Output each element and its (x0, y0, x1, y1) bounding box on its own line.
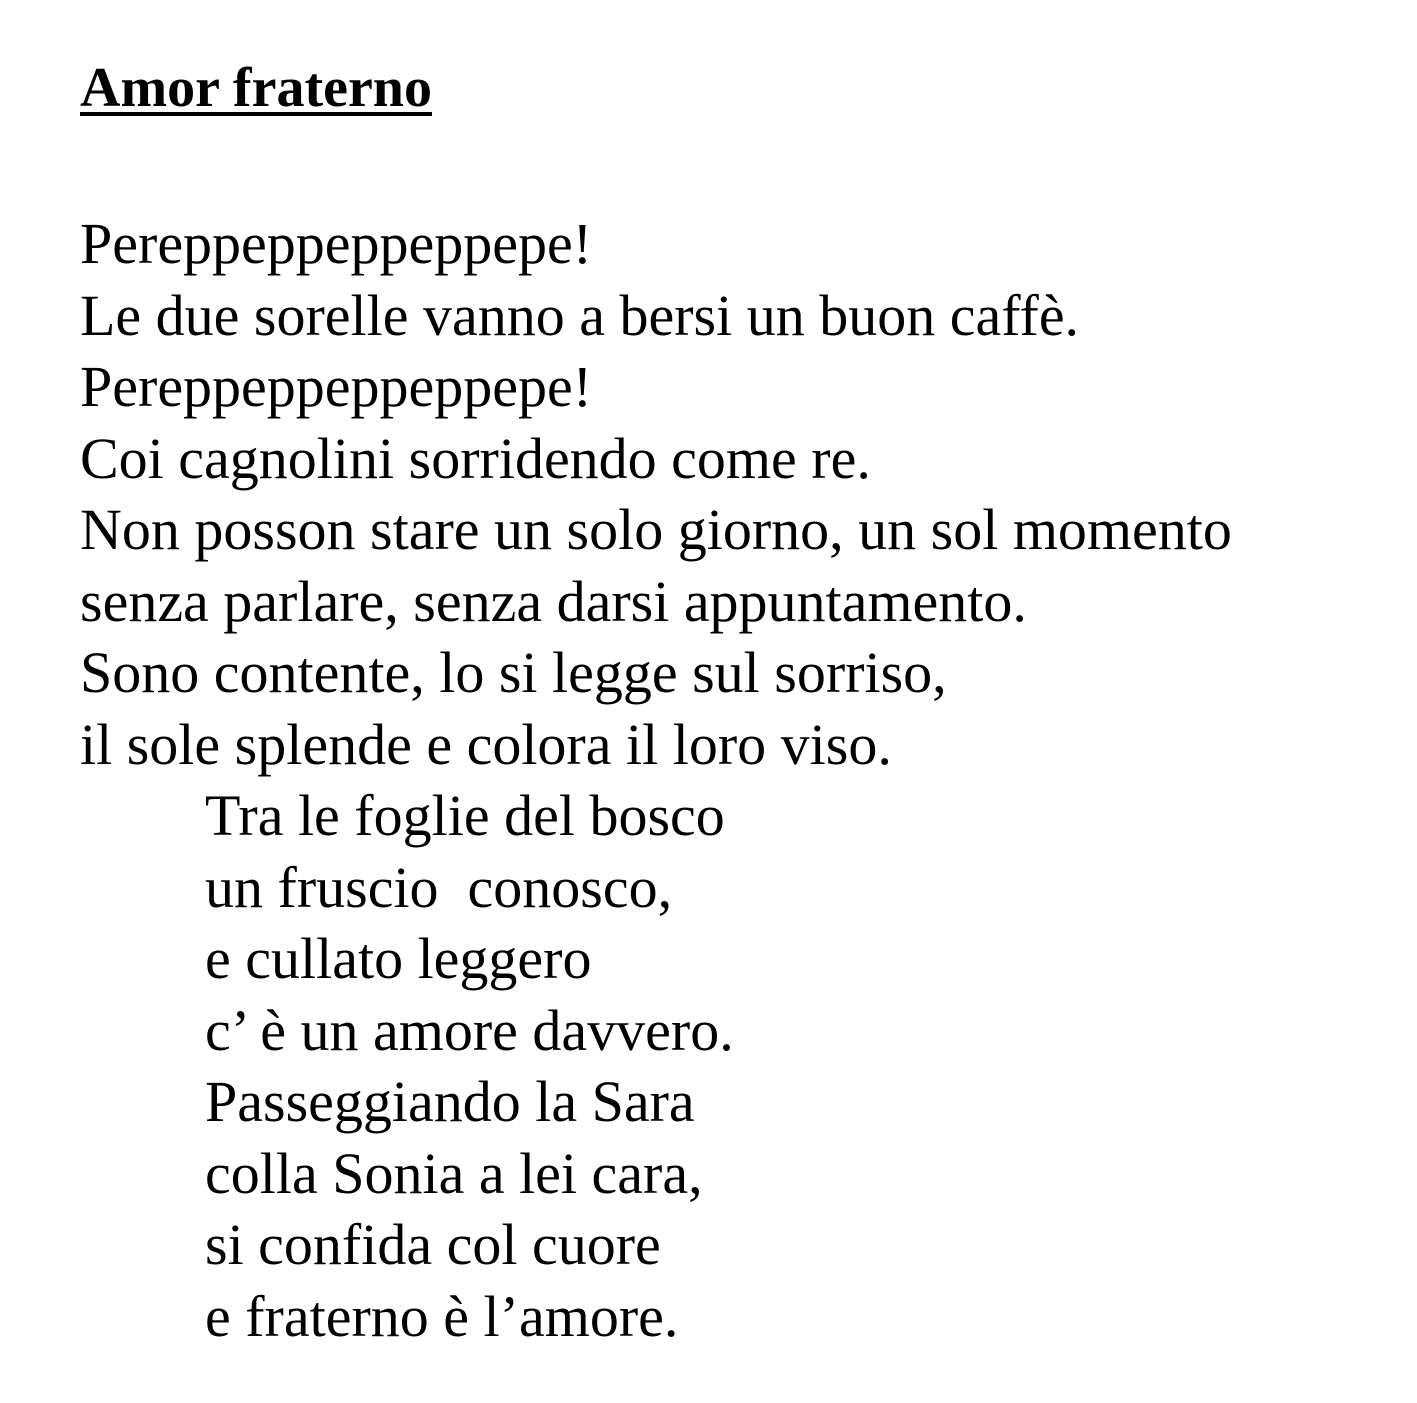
poem-line: c’ è un amore davvero. (205, 997, 734, 1063)
poem-line: Pereppeppeppeppepe! (80, 211, 593, 276)
poem-line: e fraterno è l’amore. (205, 1283, 679, 1349)
poem-line: Le due sorelle vanno a bersi un buon caffè. (80, 282, 1080, 348)
poem-line: colla Sonia a lei cara, (205, 1140, 703, 1206)
poem-page (80, 52, 1380, 1352)
poem-line: Passeggiando la Sara (205, 1069, 695, 1134)
poem-line: il sole splende e colora il loro viso. (80, 711, 892, 777)
poem-line: Coi cagnolini sorridendo come re. (80, 425, 871, 491)
stanza-2 (80, 780, 1380, 1352)
poem-line: Non posson stare un solo giorno, un sol momento (80, 497, 1232, 562)
poem-line: Pereppeppeppeppepe! (80, 354, 593, 419)
poem-line: e cullato leggero (205, 926, 592, 991)
poem-title: Amor fraterno (80, 57, 432, 119)
poem-line: Sono contente, lo si legge sul sorriso, (80, 640, 947, 705)
poem-line: si confida col cuore (205, 1212, 661, 1277)
poem-line: senza parlare, senza darsi appuntamento. (80, 568, 1027, 634)
poem-line: un fruscio conosco, (205, 854, 673, 920)
poem-line: Tra le foglie del bosco (205, 783, 725, 848)
stanza-1 (80, 208, 1380, 780)
